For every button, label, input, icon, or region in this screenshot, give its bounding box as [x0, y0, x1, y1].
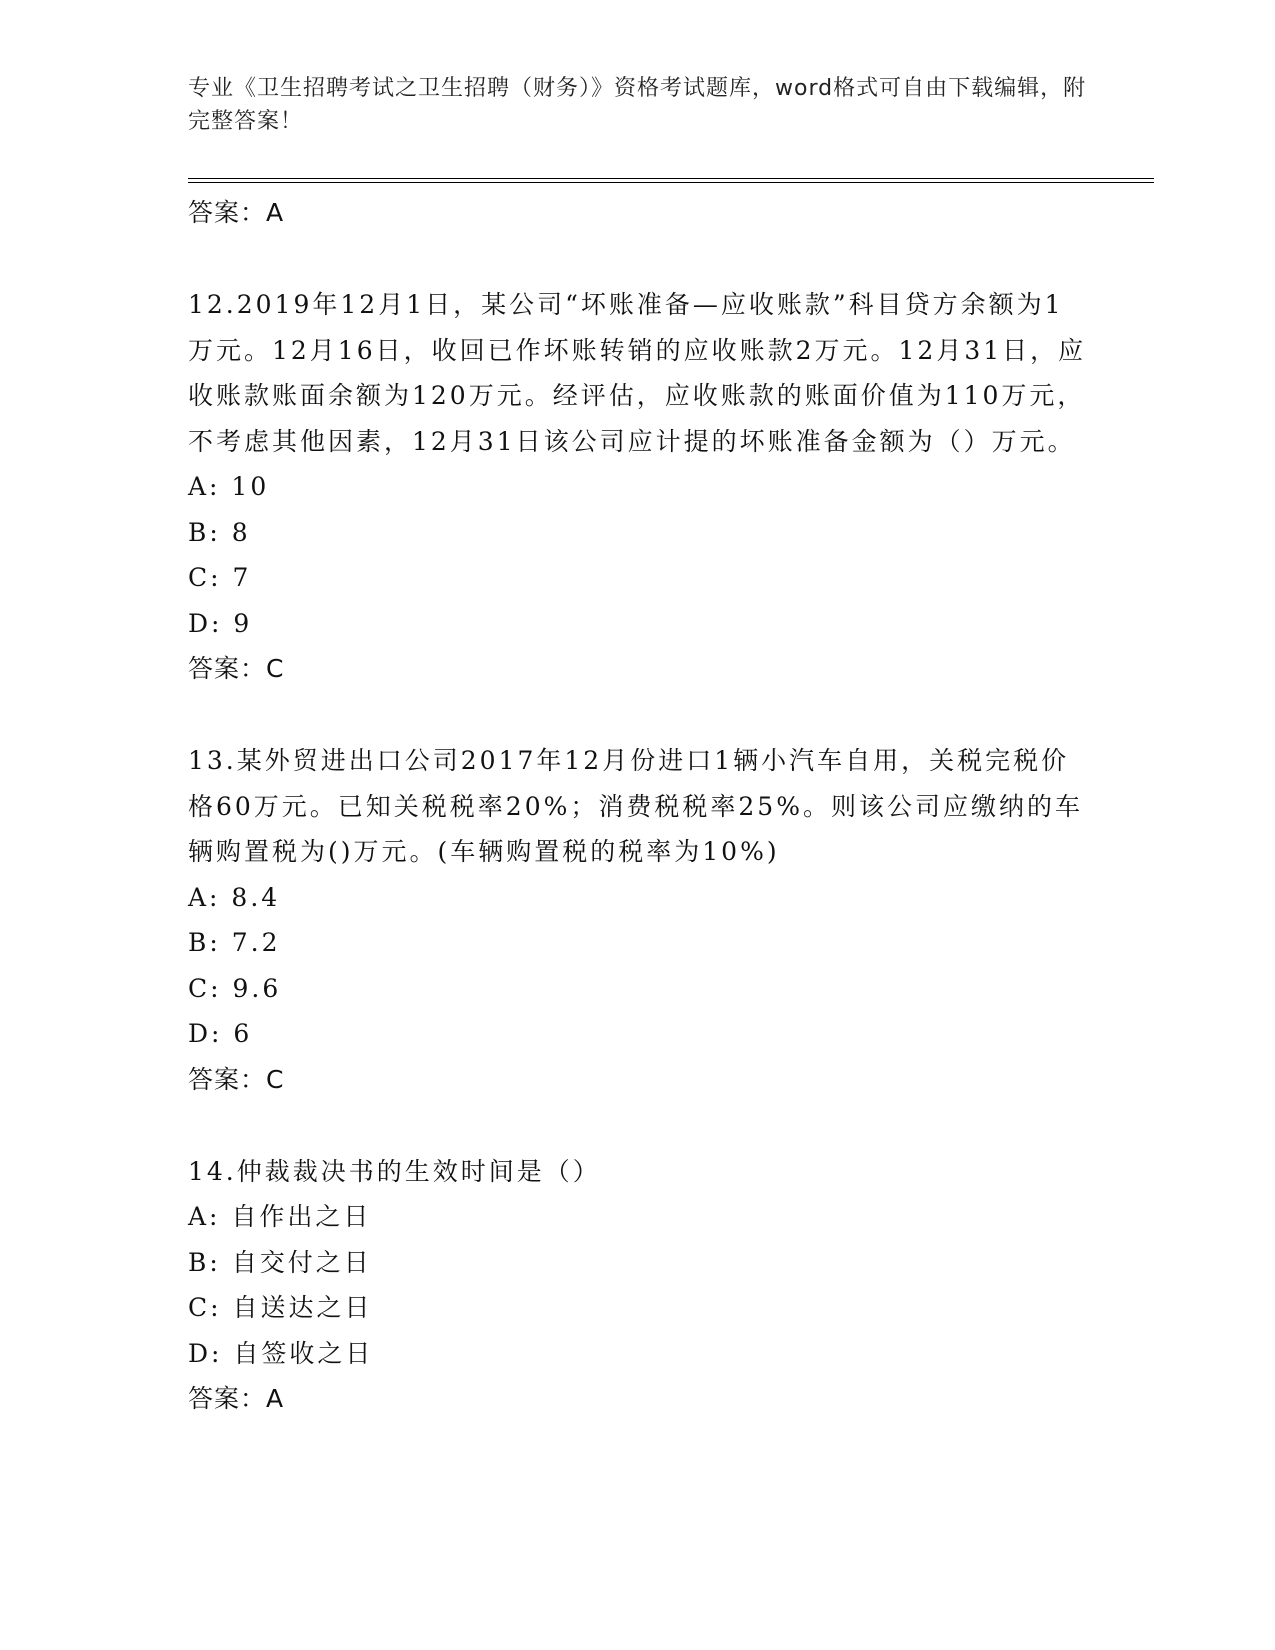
question-stem: 14.仲裁裁决书的生效时间是（） [188, 1156, 601, 1186]
option-b: B: 8 [188, 517, 251, 547]
option-c: C: 7 [188, 563, 252, 592]
option-a: A: 自作出之日 [188, 1202, 372, 1231]
option-a: A: 10 [188, 472, 270, 501]
question-block [188, 1149, 1088, 1423]
option-d: D: 9 [188, 608, 253, 638]
question-block [188, 738, 1088, 1103]
answer-line: 答案：A [188, 1384, 285, 1413]
answer-line: 答案：C [188, 654, 285, 683]
option-c: C: 自送达之日 [188, 1293, 373, 1322]
option-b: B: 7.2 [188, 928, 281, 957]
option-c: C: 9.6 [188, 973, 282, 1003]
option-a: A: 8.4 [188, 882, 281, 912]
answer-line: 答案：A [188, 198, 285, 227]
question-stem: 12.2019年12月1日，某公司“坏账准备—应收账款”科目贷方余额为1万元。12月16日，收回已作坏账转销的应收账款2万元。12月31日，应收账款账面余额为120万元。经评估，应收账款的账面价值为110万元，不考虑其他因素，12月31日该公司应计提的坏账准备金额为（）万元。 [188, 290, 1087, 456]
option-b: B: 自交付之日 [188, 1247, 372, 1277]
header-rule-bottom [188, 182, 1154, 183]
document-body [188, 190, 1088, 1422]
answer-line: 答案：C [188, 1064, 285, 1094]
header-rule-top [188, 178, 1154, 179]
option-d: D: 6 [188, 1019, 253, 1048]
option-d: D: 自签收之日 [188, 1338, 374, 1368]
page-header: 专业《卫生招聘考试之卫生招聘（财务）》资格考试题库，word格式可自由下载编辑，附完整答案！ [188, 76, 1087, 134]
question-stem: 13.某外贸进出口公司2017年12月份进口1辆小汽车自用，关税完税价格60万元。已知关税税率20%；消费税税率25%。则该公司应缴纳的车辆购置税为()万元。(车辆购置税的税率为10%) [188, 746, 1083, 866]
question-block [188, 282, 1088, 692]
